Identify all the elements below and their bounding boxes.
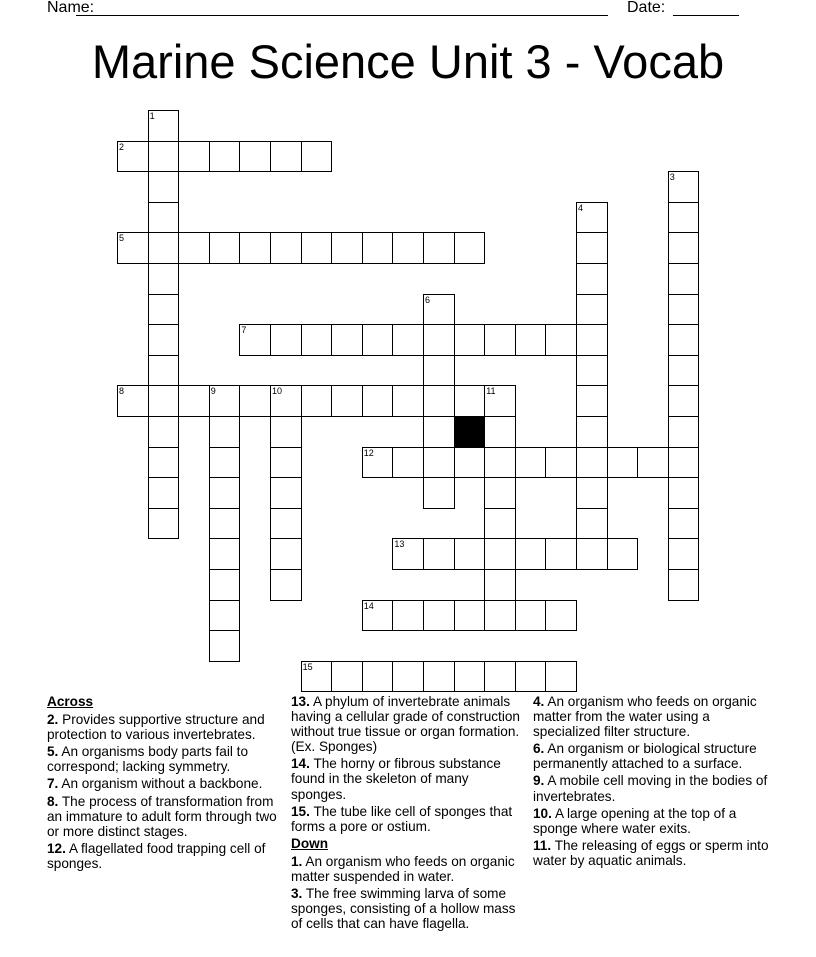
crossword-cell[interactable]: [484, 477, 516, 509]
page-title: Marine Science Unit 3 - Vocab: [91, 35, 725, 88]
crossword-cell[interactable]: [148, 355, 180, 387]
clue-number: 15.: [291, 803, 310, 819]
crossword-cell[interactable]: [270, 477, 302, 509]
crossword-cell[interactable]: [484, 661, 516, 693]
clue-text: An organism who feeds on organic matter suspended in water.: [291, 853, 515, 885]
crossword-cell[interactable]: [423, 294, 455, 326]
clue-text: An organism or biological structure permanently attached to a surface.: [533, 741, 757, 772]
crossword-cell[interactable]: [209, 508, 241, 540]
crossword-cell[interactable]: [209, 569, 241, 601]
clue-across-5: [47, 744, 287, 774]
crossword-cell[interactable]: [148, 508, 180, 540]
clue-across-15: [291, 804, 527, 834]
clue-text: An organism without a backbone.: [61, 776, 263, 792]
clue-number-label: 2: [119, 141, 125, 152]
clue-across-14: [291, 756, 527, 801]
crossword-cell[interactable]: [392, 538, 424, 570]
crossword-cell[interactable]: [607, 447, 639, 479]
crossword-cell[interactable]: [668, 416, 700, 448]
name-label: Name:: [47, 0, 95, 16]
crossword-cell[interactable]: [301, 141, 333, 173]
crossword-cell[interactable]: [362, 600, 394, 632]
crossword-cell[interactable]: [362, 447, 394, 479]
crossword-cell[interactable]: [668, 385, 700, 417]
clue-number-label: 8: [119, 386, 125, 397]
crossword-cell[interactable]: [454, 324, 486, 356]
crossword-cell[interactable]: [301, 661, 333, 693]
crossword-cell[interactable]: [668, 477, 700, 509]
crossword-cell[interactable]: [301, 324, 333, 356]
crossword-cell[interactable]: [301, 232, 333, 264]
crossword-cell[interactable]: [392, 232, 424, 264]
crossword-cell[interactable]: [484, 538, 516, 570]
crossword-cell[interactable]: [148, 202, 180, 234]
crossword-cell[interactable]: [392, 447, 424, 479]
crossword-cell[interactable]: [576, 508, 608, 540]
crossword-cell[interactable]: [423, 416, 455, 448]
crossword-cell[interactable]: [668, 263, 700, 295]
crossword-cell[interactable]: [545, 538, 577, 570]
crossword-cell[interactable]: [515, 600, 547, 632]
crossword-cell[interactable]: [270, 416, 302, 448]
clue-text: Provides supportive structure and protection to various invertebrates.: [47, 712, 265, 743]
clue-number: 1.: [291, 853, 303, 869]
clue-text: The free swimming larva of some sponges, consisting of a hollow mass of cells that can have flagella.: [291, 886, 516, 932]
crossword-cell[interactable]: [668, 538, 700, 570]
crossword-cell[interactable]: [576, 202, 608, 234]
crossword-cell[interactable]: [576, 385, 608, 417]
clue-text: An organisms body parts fail to correspond; lacking symmetry.: [47, 744, 249, 775]
crossword-cell[interactable]: [270, 569, 302, 601]
clue-number-label: 15: [302, 661, 313, 672]
crossword-cell[interactable]: [423, 447, 455, 479]
crossword-cell[interactable]: [576, 324, 608, 356]
crossword-cell[interactable]: [209, 141, 241, 173]
crossword-cell[interactable]: [454, 447, 486, 479]
crossword-cell[interactable]: [178, 385, 210, 417]
crossword-cell[interactable]: [423, 600, 455, 632]
crossword-cell[interactable]: [484, 385, 516, 417]
crossword-cell[interactable]: [270, 324, 302, 356]
clue-number-label: 4: [578, 202, 584, 213]
clue-number: 2.: [47, 712, 59, 728]
crossword-cell[interactable]: [423, 324, 455, 356]
clue-down-9: [533, 773, 773, 803]
crossword-cell[interactable]: [239, 141, 271, 173]
crossword-cell[interactable]: [576, 416, 608, 448]
crossword-cell[interactable]: [117, 141, 149, 173]
clue-number: 7.: [47, 776, 59, 792]
crossword-cell[interactable]: [576, 263, 608, 295]
crossword-cell[interactable]: [362, 661, 394, 693]
crossword-cell[interactable]: [668, 232, 700, 264]
crossword-cell[interactable]: [576, 294, 608, 326]
crossword-cell[interactable]: [423, 385, 455, 417]
crossword-cell[interactable]: [209, 600, 241, 632]
clue-across-13: [291, 694, 527, 754]
crossword-cell[interactable]: [545, 447, 577, 479]
crossword-cell[interactable]: [515, 324, 547, 356]
crossword-cell[interactable]: [209, 385, 241, 417]
clues-column-1: [47, 694, 287, 873]
clue-number-label: 5: [119, 233, 125, 244]
crossword-cell[interactable]: [423, 661, 455, 693]
clue-down-10: [533, 806, 773, 836]
clue-across-8: [47, 794, 287, 839]
crossword-cell[interactable]: [178, 232, 210, 264]
crossword-cell[interactable]: [270, 447, 302, 479]
crossword-cell[interactable]: [209, 416, 241, 448]
crossword-cell[interactable]: [576, 538, 608, 570]
clue-number-label: 1: [149, 111, 155, 121]
crossword-cell[interactable]: [423, 538, 455, 570]
clues-column-2: [291, 694, 527, 933]
clue-number: 8.: [47, 793, 59, 809]
crossword-cell[interactable]: [148, 141, 180, 173]
crossword-cell[interactable]: [209, 447, 241, 479]
crossword-cell[interactable]: [668, 355, 700, 387]
crossword-cell[interactable]: [270, 538, 302, 570]
crossword-cell[interactable]: [454, 385, 486, 417]
clue-number-label: 11: [486, 386, 496, 397]
crossword-cell[interactable]: [545, 661, 577, 693]
crossword-cell[interactable]: [362, 324, 394, 356]
clue-text: The tube like cell of sponges that forms a pore or ostium.: [291, 803, 513, 834]
crossword-cell[interactable]: [239, 324, 271, 356]
clue-down-4: [533, 694, 773, 739]
crossword-cell[interactable]: [178, 141, 210, 173]
crossword-cell[interactable]: [331, 232, 363, 264]
crossword-cell[interactable]: [362, 232, 394, 264]
crossword-cell[interactable]: [668, 202, 700, 234]
clue-text: A large opening at the top of a sponge where water exits.: [533, 805, 737, 836]
crossword-cell[interactable]: [148, 447, 180, 479]
clue-across-7: [47, 776, 287, 791]
crossword-cell[interactable]: [209, 538, 241, 570]
crossword-cell[interactable]: [668, 508, 700, 540]
crossword-cell[interactable]: [148, 324, 180, 356]
clue-text: A phylum of invertebrate animals having a cellular grade of construction without true tissue or organ formation. (Ex. Sponges): [291, 694, 520, 755]
clues-column-3: [533, 694, 773, 870]
clue-number: 10.: [533, 805, 552, 821]
crossword-cell[interactable]: [423, 477, 455, 509]
crossword-cell[interactable]: [148, 385, 180, 417]
clue-number-label: 6: [425, 294, 431, 305]
crossword-cell[interactable]: [331, 661, 363, 693]
clue-number: 11.: [533, 837, 552, 853]
crossword-cell[interactable]: [209, 232, 241, 264]
clue-down-1: [291, 854, 527, 884]
clue-number: 14.: [291, 756, 310, 772]
crossword-cell[interactable]: [148, 263, 180, 295]
crossword-cell[interactable]: [117, 385, 149, 417]
crossword-cell[interactable]: [515, 447, 547, 479]
crossword-cell[interactable]: [148, 171, 180, 203]
across-heading: Across: [47, 694, 94, 709]
crossword-cell[interactable]: [637, 447, 669, 479]
crossword-cell[interactable]: [270, 508, 302, 540]
crossword-cell[interactable]: [484, 600, 516, 632]
crossword-cell[interactable]: [454, 600, 486, 632]
clue-number-label: 9: [210, 386, 216, 397]
crossword-cell[interactable]: [668, 447, 700, 479]
crossword-cell[interactable]: [148, 416, 180, 448]
clue-number-label: 13: [394, 539, 405, 550]
crossword-cell[interactable]: [454, 232, 486, 264]
crossword-cell[interactable]: [301, 385, 333, 417]
crossword-cell[interactable]: [239, 385, 271, 417]
crossword-cell[interactable]: [484, 416, 516, 448]
crossword-cell[interactable]: [148, 294, 180, 326]
crossword-cell[interactable]: [209, 630, 241, 662]
crossword-cell[interactable]: [454, 661, 486, 693]
crossword-cell[interactable]: [454, 538, 486, 570]
clue-number: 3.: [291, 886, 303, 902]
crossword-cell[interactable]: [515, 538, 547, 570]
clue-text: A mobile cell moving in the bodies of invertebrates.: [533, 773, 768, 804]
clue-number-label: 14: [363, 600, 374, 611]
crossword-cell[interactable]: [576, 447, 608, 479]
clue-number: 12.: [47, 840, 66, 856]
clue-text: The horny or fibrous substance found in the skeleton of many sponges.: [291, 756, 501, 802]
crossword-cell[interactable]: [515, 661, 547, 693]
crossword-cell[interactable]: [668, 569, 700, 601]
clue-text: A flagellated food trapping cell of sponges.: [47, 840, 266, 871]
crossword-cell[interactable]: [331, 385, 363, 417]
crossword-cell[interactable]: [484, 569, 516, 601]
clue-number-label: 12: [363, 447, 374, 458]
crossword-cell[interactable]: [668, 294, 700, 326]
clue-number-label: 7: [241, 325, 247, 336]
clue-down-3: [291, 886, 527, 931]
crossword-cell[interactable]: [576, 355, 608, 387]
crossword-cell[interactable]: [362, 385, 394, 417]
crossword-cell[interactable]: [668, 171, 700, 203]
crossword-cell[interactable]: [607, 538, 639, 570]
crossword-cell[interactable]: [484, 324, 516, 356]
clue-text: The releasing of eggs or sperm into water by aquatic animals.: [533, 837, 769, 868]
clue-number: 9.: [533, 773, 545, 789]
crossword-cell[interactable]: [668, 324, 700, 356]
crossword-cell[interactable]: [270, 232, 302, 264]
crossword-cell[interactable]: [392, 324, 424, 356]
crossword-cell[interactable]: [545, 324, 577, 356]
crossword-cell[interactable]: [392, 385, 424, 417]
clue-across-12: [47, 841, 287, 871]
crossword-black-cell: [454, 416, 486, 448]
crossword-cell[interactable]: [423, 232, 455, 264]
crossword-cell[interactable]: [423, 355, 455, 387]
crossword-cell[interactable]: [484, 508, 516, 540]
crossword-cell[interactable]: [209, 477, 241, 509]
date-label: Date:: [627, 0, 666, 16]
clue-number: 6.: [533, 741, 545, 757]
clue-down-6: [533, 741, 773, 771]
crossword-cell[interactable]: [392, 661, 424, 693]
crossword-cell[interactable]: [545, 600, 577, 632]
crossword-cell[interactable]: [239, 232, 271, 264]
crossword-cell[interactable]: [148, 110, 180, 142]
crossword-cell[interactable]: [117, 232, 149, 264]
down-heading: Down: [291, 835, 328, 851]
crossword-cell[interactable]: [270, 385, 302, 417]
clue-number: 4.: [533, 694, 545, 709]
crossword-cell[interactable]: [576, 232, 608, 264]
clue-number: 13.: [291, 694, 310, 709]
crossword-cell[interactable]: [576, 477, 608, 509]
crossword-cell[interactable]: [148, 477, 180, 509]
clue-across-2: [47, 712, 287, 742]
crossword-cell[interactable]: [270, 141, 302, 173]
crossword-cell[interactable]: [392, 600, 424, 632]
clue-down-11: [533, 838, 773, 868]
crossword-cell[interactable]: [148, 232, 180, 264]
clue-number: 5.: [47, 744, 59, 760]
clue-number-label: 10: [272, 386, 283, 397]
clue-text: The process of transformation from an immature to adult form through two or more distinct stages.: [47, 793, 277, 839]
crossword-cell[interactable]: [331, 324, 363, 356]
clue-text: An organism who feeds on organic matter from the water using a specialized filter structure.: [533, 694, 757, 740]
crossword-cell[interactable]: [484, 447, 516, 479]
clue-number-label: 3: [669, 172, 675, 183]
